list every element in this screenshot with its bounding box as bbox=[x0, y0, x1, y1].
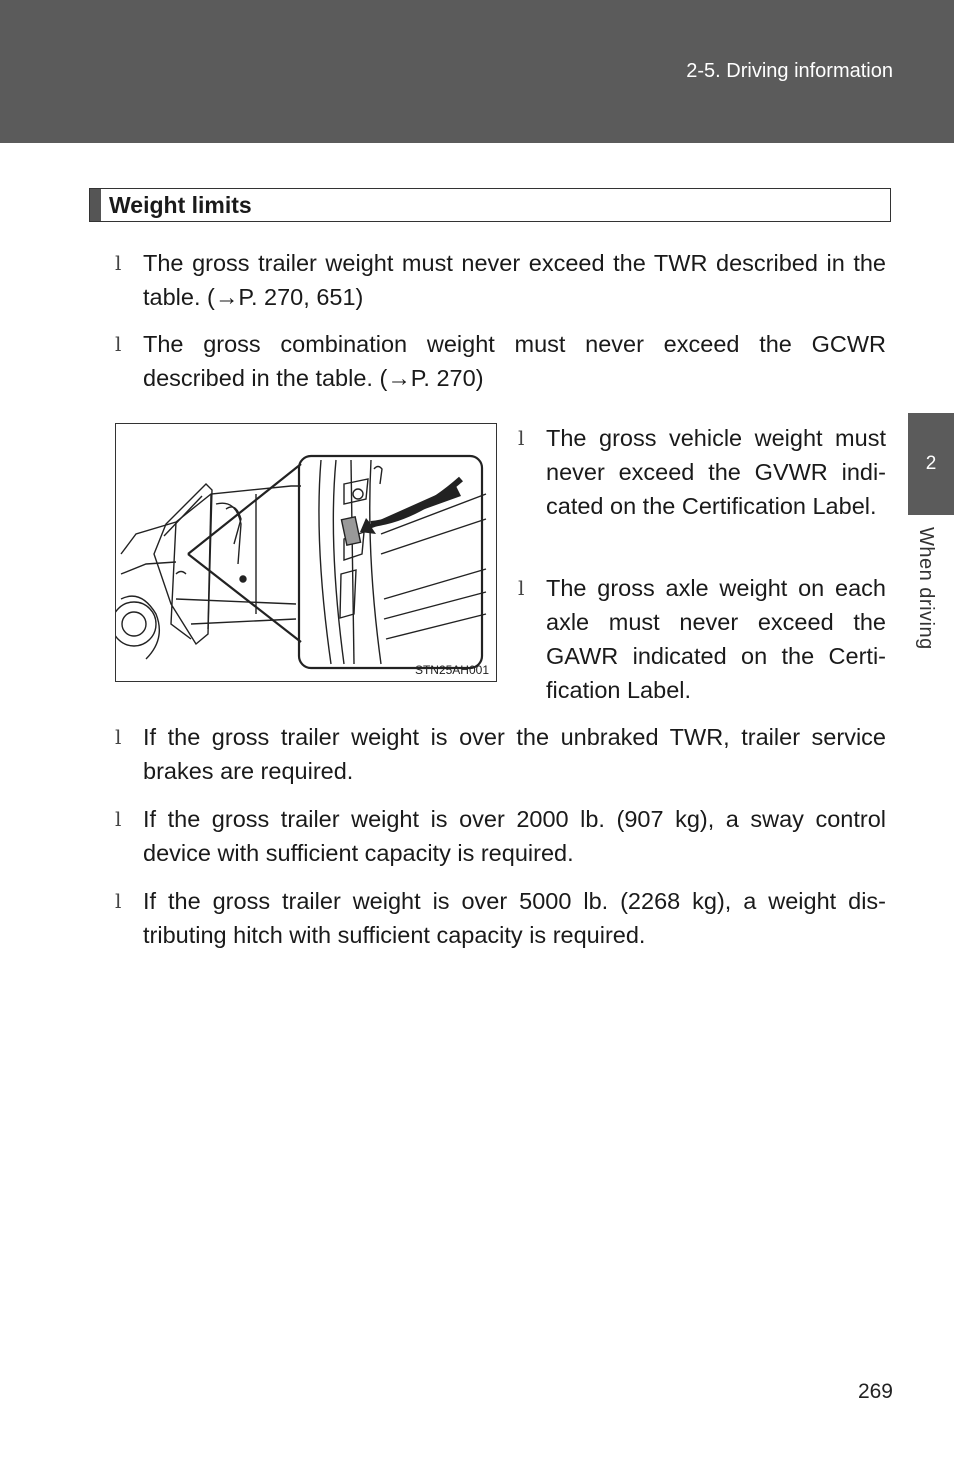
list-item bbox=[115, 720, 886, 788]
list-item bbox=[115, 802, 886, 870]
heading-accent-bar bbox=[90, 189, 101, 221]
list-item-text: The gross trailer weight must never exceed the TWR described in the table. (→P. 270, 651) bbox=[143, 250, 886, 310]
bullet-mark: l bbox=[115, 889, 122, 913]
list-item bbox=[518, 571, 886, 707]
list-item bbox=[115, 884, 886, 952]
car-door-label-illustration bbox=[116, 424, 496, 681]
bullet-mark: l bbox=[115, 251, 122, 275]
chapter-number: 2 bbox=[925, 453, 937, 474]
list-item bbox=[518, 421, 886, 557]
list-item-text: The gross axle weight on each axle must never exceed the GAWR indicated on the Certi-fication Label. bbox=[546, 575, 886, 703]
bullet-mark: l bbox=[518, 426, 525, 450]
heading-text: Weight limits bbox=[109, 192, 252, 218]
list-item-text: If the gross trailer weight is over 5000 lb. (2268 kg), a weight dis-tributing hitch with sufficient capacity is required. bbox=[143, 888, 886, 948]
list-item bbox=[115, 327, 886, 395]
certification-label-figure bbox=[115, 423, 497, 682]
section-title: 2-5. Driving information bbox=[686, 60, 893, 82]
bullet-mark: l bbox=[115, 332, 122, 356]
list-item-text: If the gross trailer weight is over 2000 lb. (907 kg), a sway control device with sufficient capacity is required. bbox=[143, 806, 886, 866]
bullet-mark: l bbox=[518, 576, 525, 600]
header-bar bbox=[0, 0, 954, 143]
page-number: 269 bbox=[857, 1380, 893, 1403]
figure-code: STN25AH001 bbox=[414, 663, 489, 677]
list-item bbox=[115, 246, 886, 314]
list-item-text: The gross combination weight must never exceed the GCWR described in the table. (→P. 270) bbox=[143, 331, 886, 391]
list-item-text: If the gross trailer weight is over the unbraked TWR, trailer service brakes are required. bbox=[143, 724, 886, 784]
section-heading bbox=[89, 188, 891, 222]
chapter-tab[interactable] bbox=[908, 413, 954, 515]
chapter-label: When driving bbox=[915, 527, 937, 650]
list-item-text: The gross vehicle weight must never exceed the GVWR indi-cated on the Certification Label. bbox=[546, 425, 886, 519]
bullet-mark: l bbox=[115, 725, 122, 749]
bullet-mark: l bbox=[115, 807, 122, 831]
